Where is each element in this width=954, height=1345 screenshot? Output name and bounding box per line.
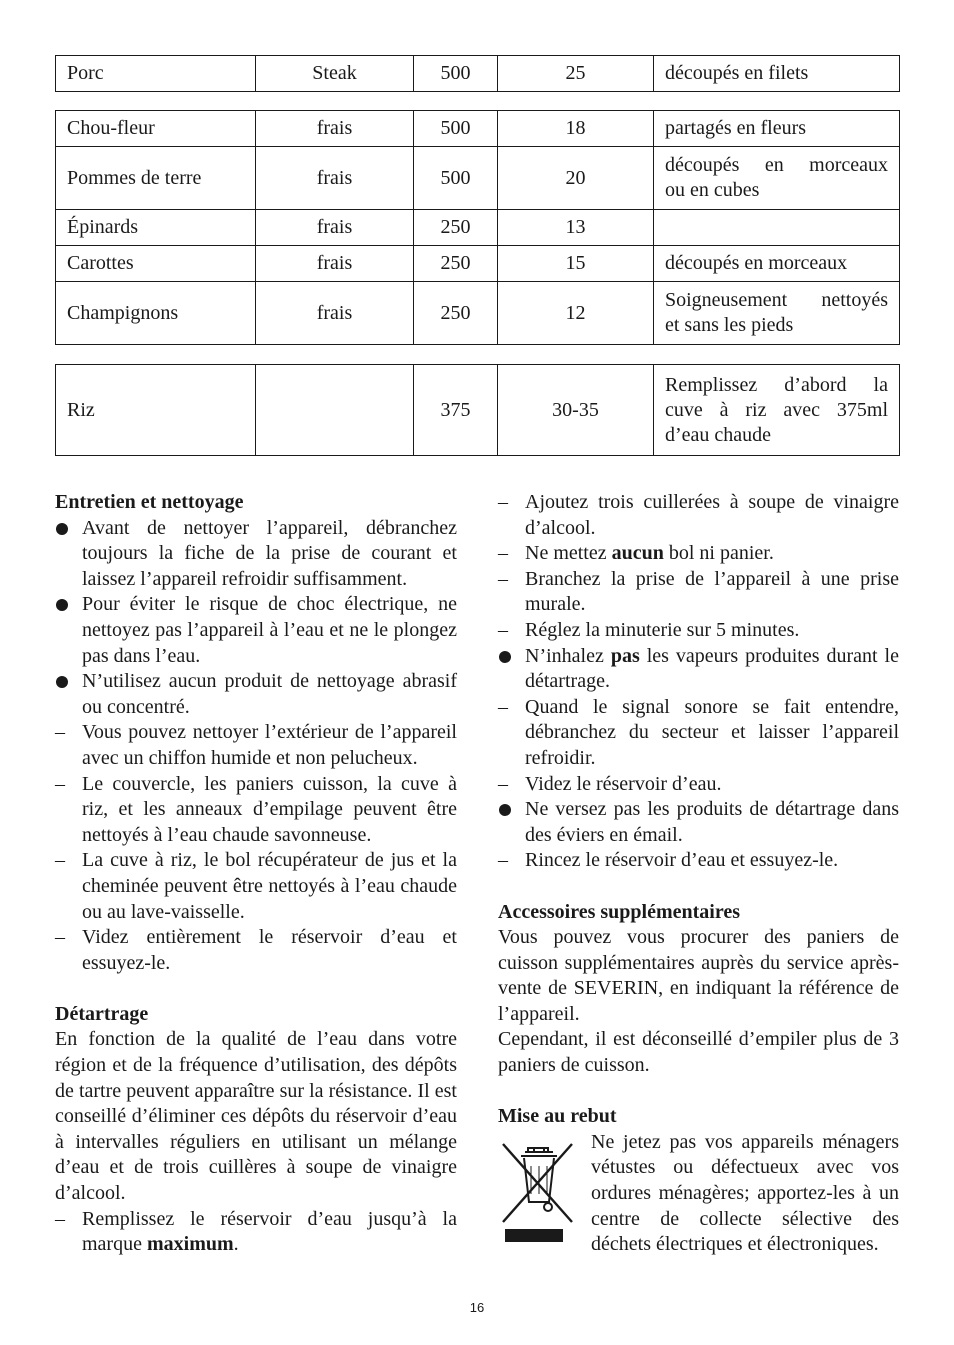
note-cell: découpés en filets bbox=[654, 56, 900, 92]
dash-icon: – bbox=[55, 926, 65, 949]
list-item bbox=[55, 592, 457, 669]
quantity-cell: 250 bbox=[414, 282, 498, 345]
note-line: Soigneusement nettoyés bbox=[665, 289, 888, 311]
quantity-cell: 500 bbox=[414, 111, 498, 147]
dash-icon: – bbox=[55, 1207, 65, 1230]
note-line: découpés en morceaux bbox=[665, 154, 888, 176]
state-cell: frais bbox=[256, 246, 414, 282]
section-title-maintenance: Entretien et nettoyage bbox=[55, 491, 244, 513]
list-item bbox=[55, 516, 457, 593]
food-cell: Porc bbox=[56, 56, 256, 92]
note-cell: partagés en fleurs bbox=[654, 111, 900, 147]
list-item-text: La cuve à riz, le bol récupérateur de jus et la cheminée peuvent être nettoyés à l’eau chaude ou au lave-vaisselle. bbox=[82, 849, 457, 923]
table-row bbox=[56, 56, 900, 92]
list-item-text: Pour éviter le risque de choc électrique, ne nettoyez pas l’appareil à l’eau et ne le plongez pas dans l’eau. bbox=[82, 593, 457, 667]
dash-icon: – bbox=[498, 849, 508, 872]
list-item bbox=[55, 1207, 457, 1258]
food-cell: Pommes de terre bbox=[56, 147, 256, 210]
food-cell: Riz bbox=[56, 365, 256, 456]
meat-table bbox=[55, 55, 900, 92]
time-cell: 18 bbox=[498, 111, 654, 147]
quantity-cell: 250 bbox=[414, 246, 498, 282]
note-line: Remplissez d’abord la bbox=[665, 373, 888, 396]
section-title-descaling: Détartrage bbox=[55, 1002, 149, 1025]
bullet-dot-icon bbox=[56, 676, 68, 688]
bullet-dot-icon bbox=[56, 599, 68, 611]
food-cell: Chou-fleur bbox=[56, 111, 256, 147]
note-line: d’eau chaude bbox=[665, 423, 772, 446]
state-cell: Steak bbox=[256, 56, 414, 92]
crossed-out-wheelie-bin-icon bbox=[498, 1136, 578, 1248]
list-item-text: Le couvercle, les paniers cuisson, la cuve à riz, et les anneaux d’empilage peuvent être nettoyés à l’eau chaude savonneuse. bbox=[82, 772, 457, 846]
list-item bbox=[498, 695, 899, 772]
dash-icon: – bbox=[498, 695, 508, 718]
quantity-cell: 500 bbox=[414, 147, 498, 210]
dash-icon: – bbox=[498, 772, 508, 795]
table-row bbox=[56, 365, 900, 456]
table-row bbox=[56, 111, 900, 147]
note-line: et sans les pieds bbox=[665, 314, 794, 336]
dash-icon: – bbox=[55, 772, 65, 795]
list-item-text: N’utilisez aucun produit de nettoyage abrasif ou concentré. bbox=[82, 670, 457, 718]
quantity-cell: 250 bbox=[414, 210, 498, 246]
dash-icon: – bbox=[55, 721, 65, 744]
section-title-disposal: Mise au rebut bbox=[498, 1105, 617, 1128]
dash-icon: – bbox=[498, 567, 508, 590]
list-item-text: Rincez le réservoir d’eau et essuyez-le. bbox=[525, 849, 839, 872]
dash-icon: – bbox=[55, 849, 65, 872]
time-cell: 13 bbox=[498, 210, 654, 246]
note-cell bbox=[654, 147, 900, 210]
dash-icon: – bbox=[498, 491, 508, 513]
state-cell: frais bbox=[256, 147, 414, 210]
page-number: 16 bbox=[469, 1300, 485, 1315]
dash-icon: – bbox=[498, 618, 508, 641]
disposal-paragraph: Ne jetez pas vos appareils ménagers vétustes ou défectueux avec vos ordures ménagères; apportez-les à un centre de collecte sélective des déchets électriques et électroniques. bbox=[591, 1130, 899, 1256]
list-item-text: bol ni panier. bbox=[663, 542, 774, 565]
quantity-cell: 375 bbox=[414, 365, 498, 456]
list-item bbox=[498, 618, 899, 644]
note-cell bbox=[654, 210, 900, 246]
food-cell: Carottes bbox=[56, 246, 256, 282]
list-item-text: Remplissez le réservoir d’eau jusqu’à la marque bbox=[82, 1207, 457, 1256]
emphasis-text: aucun bbox=[611, 542, 664, 565]
state-cell: frais bbox=[256, 111, 414, 147]
list-item bbox=[498, 490, 899, 541]
note-cell: découpés en morceaux bbox=[654, 246, 900, 282]
list-item-text: . bbox=[233, 1233, 239, 1256]
descaling-paragraph: En fonction de la qualité de l’eau dans votre région et de la fréquence d’utilisation, des dépôts de tartre peuvent apparaître sur la résistance. Il est conseillé d’éliminer ces dépôts du réservoir d’eau à intervalles réguliers en utilisant un mélange d’eau et de trois cuillères à soupe de vinaigre d’alcool. bbox=[55, 1028, 457, 1205]
state-cell: frais bbox=[256, 282, 414, 345]
note-cell bbox=[654, 365, 900, 456]
list-item-text: Videz le réservoir d’eau. bbox=[525, 772, 722, 795]
list-item bbox=[55, 925, 457, 976]
quantity-cell: 500 bbox=[414, 56, 498, 92]
list-item bbox=[498, 644, 899, 695]
disposal-block bbox=[498, 1130, 899, 1258]
table-row bbox=[56, 246, 900, 282]
table-row bbox=[56, 147, 900, 210]
section-title-accessories: Accessoires supplémentaires bbox=[498, 900, 741, 923]
time-cell: 25 bbox=[498, 56, 654, 92]
table-row bbox=[56, 282, 900, 345]
food-cell: Épinards bbox=[56, 210, 256, 246]
note-cell bbox=[654, 282, 900, 345]
bullet-dot-icon bbox=[56, 523, 68, 535]
list-item-text: Ne mettez bbox=[525, 542, 612, 565]
bullet-dot-icon bbox=[499, 804, 511, 816]
state-cell bbox=[256, 365, 414, 456]
list-item bbox=[55, 720, 457, 771]
right-column bbox=[498, 490, 899, 1258]
time-cell: 12 bbox=[498, 282, 654, 345]
list-item bbox=[498, 797, 899, 848]
dash-icon: – bbox=[498, 542, 508, 565]
food-cell: Champignons bbox=[56, 282, 256, 345]
note-line: cuve à riz avec 375ml bbox=[665, 398, 888, 421]
bullet-dot-icon bbox=[499, 651, 511, 663]
list-item-text: Vous pouvez nettoyer l’extérieur de l’appareil avec un chiffon humide et non pelucheux. bbox=[82, 721, 457, 769]
list-item bbox=[55, 848, 457, 925]
list-item-text: Ne versez pas les produits de détartrage dans des éviers en émail. bbox=[525, 798, 899, 846]
list-item bbox=[55, 669, 457, 720]
list-item bbox=[498, 541, 899, 567]
list-item-text: Ajoutez trois cuillerées à soupe de vinaigre d’alcool. bbox=[525, 491, 899, 539]
vegetables-table bbox=[55, 110, 900, 345]
list-item bbox=[498, 772, 899, 798]
note-line: ou en cubes bbox=[665, 179, 760, 201]
list-item bbox=[498, 567, 899, 618]
time-cell: 30-35 bbox=[498, 365, 654, 456]
list-item-text: Videz entièrement le réservoir d’eau et essuyez-le. bbox=[82, 926, 457, 974]
emphasis-text: maximum bbox=[146, 1233, 234, 1256]
time-cell: 20 bbox=[498, 147, 654, 210]
list-item bbox=[498, 848, 899, 874]
left-column bbox=[55, 490, 457, 1258]
list-item-text: les vapeurs produites durant le détartrage. bbox=[525, 644, 899, 693]
list-item bbox=[55, 772, 457, 849]
list-item-text: Réglez la minuterie sur 5 minutes. bbox=[525, 618, 800, 641]
rice-table bbox=[55, 364, 900, 456]
table-row bbox=[56, 210, 900, 246]
emphasis-text: pas bbox=[610, 644, 640, 667]
list-item-text: Branchez la prise de l’appareil à une prise murale. bbox=[525, 567, 899, 616]
time-cell: 15 bbox=[498, 246, 654, 282]
accessories-paragraph: Cependant, il est déconseillé d’empiler plus de 3 paniers de cuisson. bbox=[498, 1028, 899, 1077]
accessories-paragraph: Vous pouvez vous procurer des paniers de cuisson supplémentaires auprès du service après-vente de SEVERIN, en indiquant la référence de l’appareil. bbox=[498, 926, 899, 1025]
list-item-text: Quand le signal sonore se fait entendre, débranchez du secteur et laisser l’appareil refroidir. bbox=[525, 695, 899, 769]
state-cell: frais bbox=[256, 210, 414, 246]
list-item-text: Avant de nettoyer l’appareil, débranchez toujours la fiche de la prise de courant et laissez l’appareil refroidir suffisamment. bbox=[82, 516, 457, 590]
list-item-text: N’inhalez bbox=[525, 644, 611, 667]
